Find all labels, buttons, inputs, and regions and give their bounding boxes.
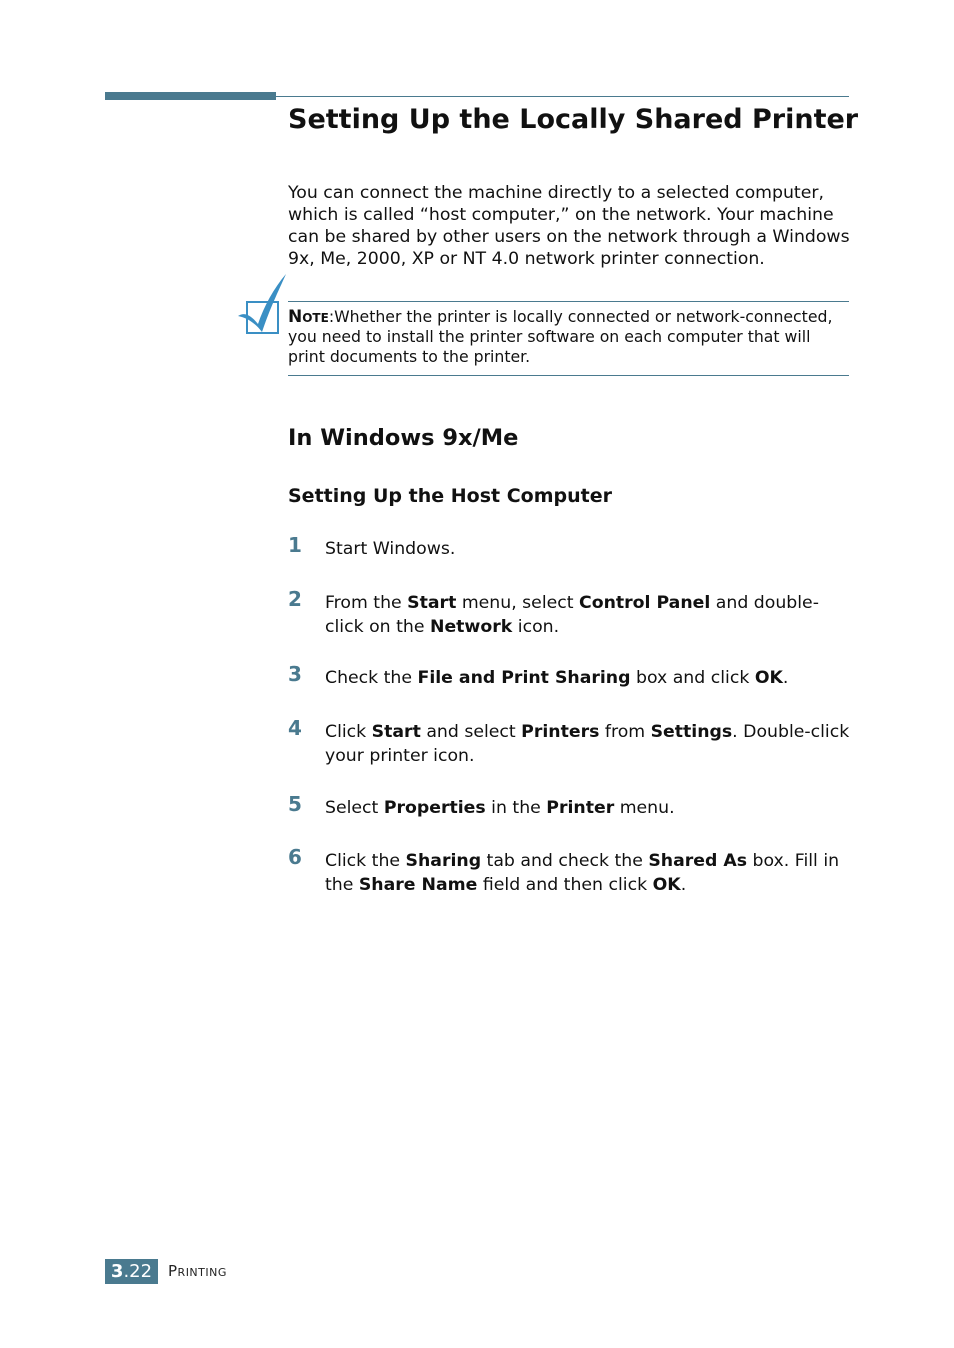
step-number: 2 [288,587,302,611]
footer-section-label: Printing [168,1262,227,1280]
note-top-rule [288,301,849,302]
note-block [288,307,848,367]
section-heading: In Windows 9x/Me [288,425,519,451]
step-number: 4 [288,716,302,740]
step-text: From the Start menu, select Control Panel and double-click on the Network icon. [325,593,819,637]
checkmark-note-icon [236,272,290,336]
step-number: 1 [288,533,302,557]
step-text: Start Windows. [325,539,456,559]
page-number: .22 [123,1261,153,1282]
page-title: Setting Up the Locally Shared Printer [288,104,859,135]
page-number-badge [105,1259,158,1284]
header-rule [276,96,849,97]
step-number: 5 [288,792,302,816]
step-text: Click Start and select Printers from Settings. Double-click your printer icon. [325,722,850,766]
note-bottom-rule [288,375,849,376]
step-number: 3 [288,662,302,686]
step-text: Click the Sharing tab and check the Shared As box. Fill in the Share Name field and then click OK. [325,851,840,895]
header-accent-bar [105,92,276,100]
chapter-number: 3 [110,1261,124,1282]
step-number: 6 [288,845,302,869]
subsection-heading: Setting Up the Host Computer [288,485,612,507]
intro-paragraph: You can connect the machine directly to a selected computer, which is called “host computer,” on the network. Your machine can be shared by other users on the network through a Windows 9x, Me, 2000, XP or NT 4.0 network printer connection. [288,183,850,269]
note-label: Note [288,307,329,327]
step-text: Select Properties in the Printer menu. [325,798,675,818]
note-text: :Whether the printer is locally connected or network-connected, you need to install the printer software on each computer that will print documents to the printer. [288,307,833,366]
step-text: Check the File and Print Sharing box and click OK. [325,668,789,688]
